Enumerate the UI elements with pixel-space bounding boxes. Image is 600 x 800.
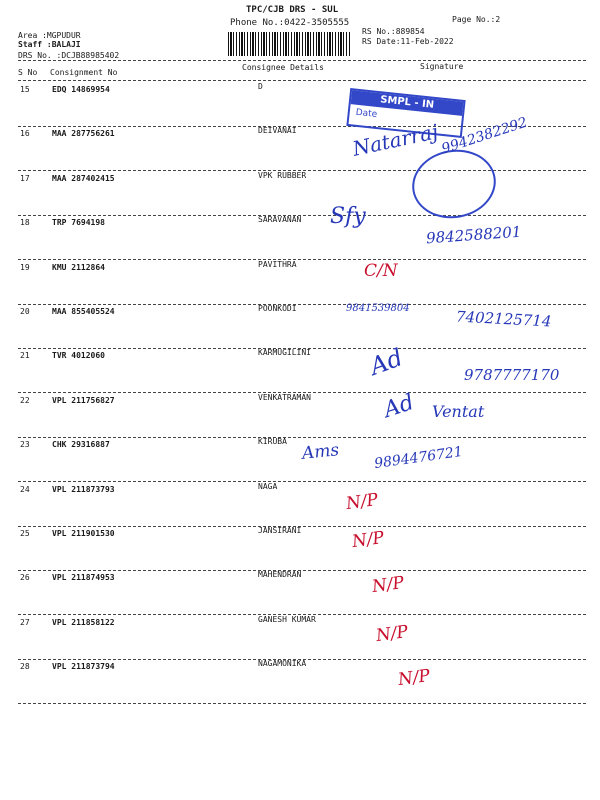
table-row: [0, 392, 600, 440]
area-label: Area :MGPUDUR: [18, 31, 81, 40]
handwritten-phone-23: 9894476721: [373, 443, 464, 473]
handwritten-np-26: N/P: [370, 572, 406, 598]
handwritten-note-19: C/N: [364, 261, 398, 281]
rs-date: RS Date:11-Feb-2022: [362, 37, 454, 46]
drs-number: DRS No. :DCJB88985402: [18, 51, 120, 60]
row-consignee-name: MAHENDRAN: [258, 570, 302, 580]
row-consignee-name: DEIVANAI: [258, 126, 297, 136]
row-consignment-no: MAA 287756261: [52, 129, 115, 139]
handwritten-np-28: N/P: [396, 665, 432, 691]
row-consignment-no: MAA 855405524: [52, 307, 115, 316]
row-consignment-no: MAA 287402415: [52, 173, 115, 183]
handwritten-phone-16: 9942382292: [439, 114, 530, 158]
table-row: [0, 437, 600, 484]
row-sno: 20: [20, 307, 30, 316]
row-consignment-no: TVR 4012060: [52, 351, 105, 361]
handwritten-np-27: N/P: [374, 621, 410, 647]
row-divider: [18, 481, 586, 482]
row-consignee-name: KIRUBA: [258, 437, 287, 447]
signature-scribble-21: Ad: [366, 343, 407, 381]
staff-label: Staff :BALAJI: [18, 40, 81, 49]
row-consignment-no: VPL 211873793: [52, 484, 115, 494]
row-sno: 19: [20, 262, 30, 272]
row-consignment-no: VPL 211874953: [52, 573, 115, 583]
handwritten-phone-20-right: 7402125714: [455, 307, 552, 331]
handwritten-phone-20-left: 9841539804: [346, 303, 410, 314]
stamp-title: SMPL - IN: [351, 90, 464, 116]
row-consignment-no: VPL 211901530: [52, 529, 115, 538]
row-sno: 18: [20, 218, 30, 228]
signature-scribble-18: Sfy: [330, 204, 366, 229]
row-sno: 23: [20, 440, 30, 450]
handwritten-name-22: Ventat: [432, 402, 485, 421]
table-row: [0, 570, 600, 617]
table-row: [0, 614, 600, 662]
row-consignment-no: VPL 211873794: [52, 662, 115, 672]
columns-divider: [18, 80, 586, 81]
row-divider: [18, 437, 586, 438]
header-divider: [18, 60, 586, 61]
row-consignment-no: KMU 2112864: [52, 262, 105, 272]
row-sno: 22: [20, 395, 30, 405]
column-header-consignment: Consignment No: [50, 68, 118, 77]
row-sno: 16: [20, 129, 30, 139]
row-consignment-no: CHK 29316887: [52, 440, 110, 450]
row-divider: [18, 570, 586, 571]
row-consignee-name: NAGA: [258, 481, 278, 491]
row-consignee-name: VPK RUBBER: [258, 170, 307, 180]
row-consignment-no: EDQ 14869954: [52, 85, 110, 94]
row-consignee-name: D: [258, 82, 263, 91]
row-consignee-name: KARMUGILINI: [258, 348, 311, 358]
row-divider: [18, 215, 586, 216]
handwritten-np-25: N/P: [350, 527, 386, 553]
column-header-consignee: Consignee Details: [242, 63, 324, 72]
rs-number: RS No.:889854: [362, 27, 425, 36]
column-header-sno: S No: [18, 68, 38, 77]
barcode: [228, 32, 350, 56]
document-title: TPC/CJB DRS - SUL: [246, 5, 339, 15]
row-divider: [18, 703, 586, 704]
row-consignee-name: NAGAMONIKA: [258, 659, 307, 669]
row-sno: 24: [20, 484, 30, 494]
handwritten-np-24: N/P: [344, 489, 380, 515]
row-divider: [18, 526, 586, 527]
row-sno: 26: [20, 573, 30, 583]
row-consignee-name: PAVITHRA: [258, 259, 297, 269]
stamp-date-label: Date: [355, 107, 378, 120]
row-sno: 21: [20, 351, 30, 361]
row-consignment-no: VPL 211756827: [52, 395, 115, 405]
signature-scribble-16: Natarraj: [350, 119, 441, 161]
table-row: [0, 170, 600, 218]
table-row: [0, 481, 600, 529]
row-consignee-name: VENKATRAMAN: [258, 392, 311, 402]
row-divider: [18, 259, 586, 260]
row-sno: 17: [20, 173, 30, 183]
row-sno: 25: [20, 529, 30, 538]
column-header-signature: Signature: [420, 62, 464, 71]
handwritten-phone-18: 9842588201: [425, 222, 522, 248]
row-sno: 27: [20, 617, 30, 627]
row-sno: 28: [20, 662, 30, 672]
row-divider: [18, 304, 586, 305]
table-row: [0, 659, 600, 706]
page-number: Page No.:2: [452, 15, 501, 24]
row-sno: 15: [20, 85, 30, 94]
phone-number: Phone No.:0422-3505555: [230, 18, 350, 28]
handwritten-phone-21: 9787777170: [464, 366, 560, 384]
signature-scribble-23: Ams: [301, 440, 341, 464]
row-consignee-name: POONKODI: [258, 304, 297, 313]
row-consignee-name: SARAVANAN: [258, 215, 302, 225]
table-row: [0, 526, 600, 573]
row-consignment-no: VPL 211858122: [52, 617, 115, 627]
row-consignment-no: TRP 7694198: [52, 218, 105, 228]
table-row: [0, 259, 600, 307]
row-consignee-name: GANESH KUMAR: [258, 614, 316, 624]
row-consignee-name: JANSIRANI: [258, 526, 302, 535]
signature-scribble-22: Ad: [380, 389, 418, 424]
